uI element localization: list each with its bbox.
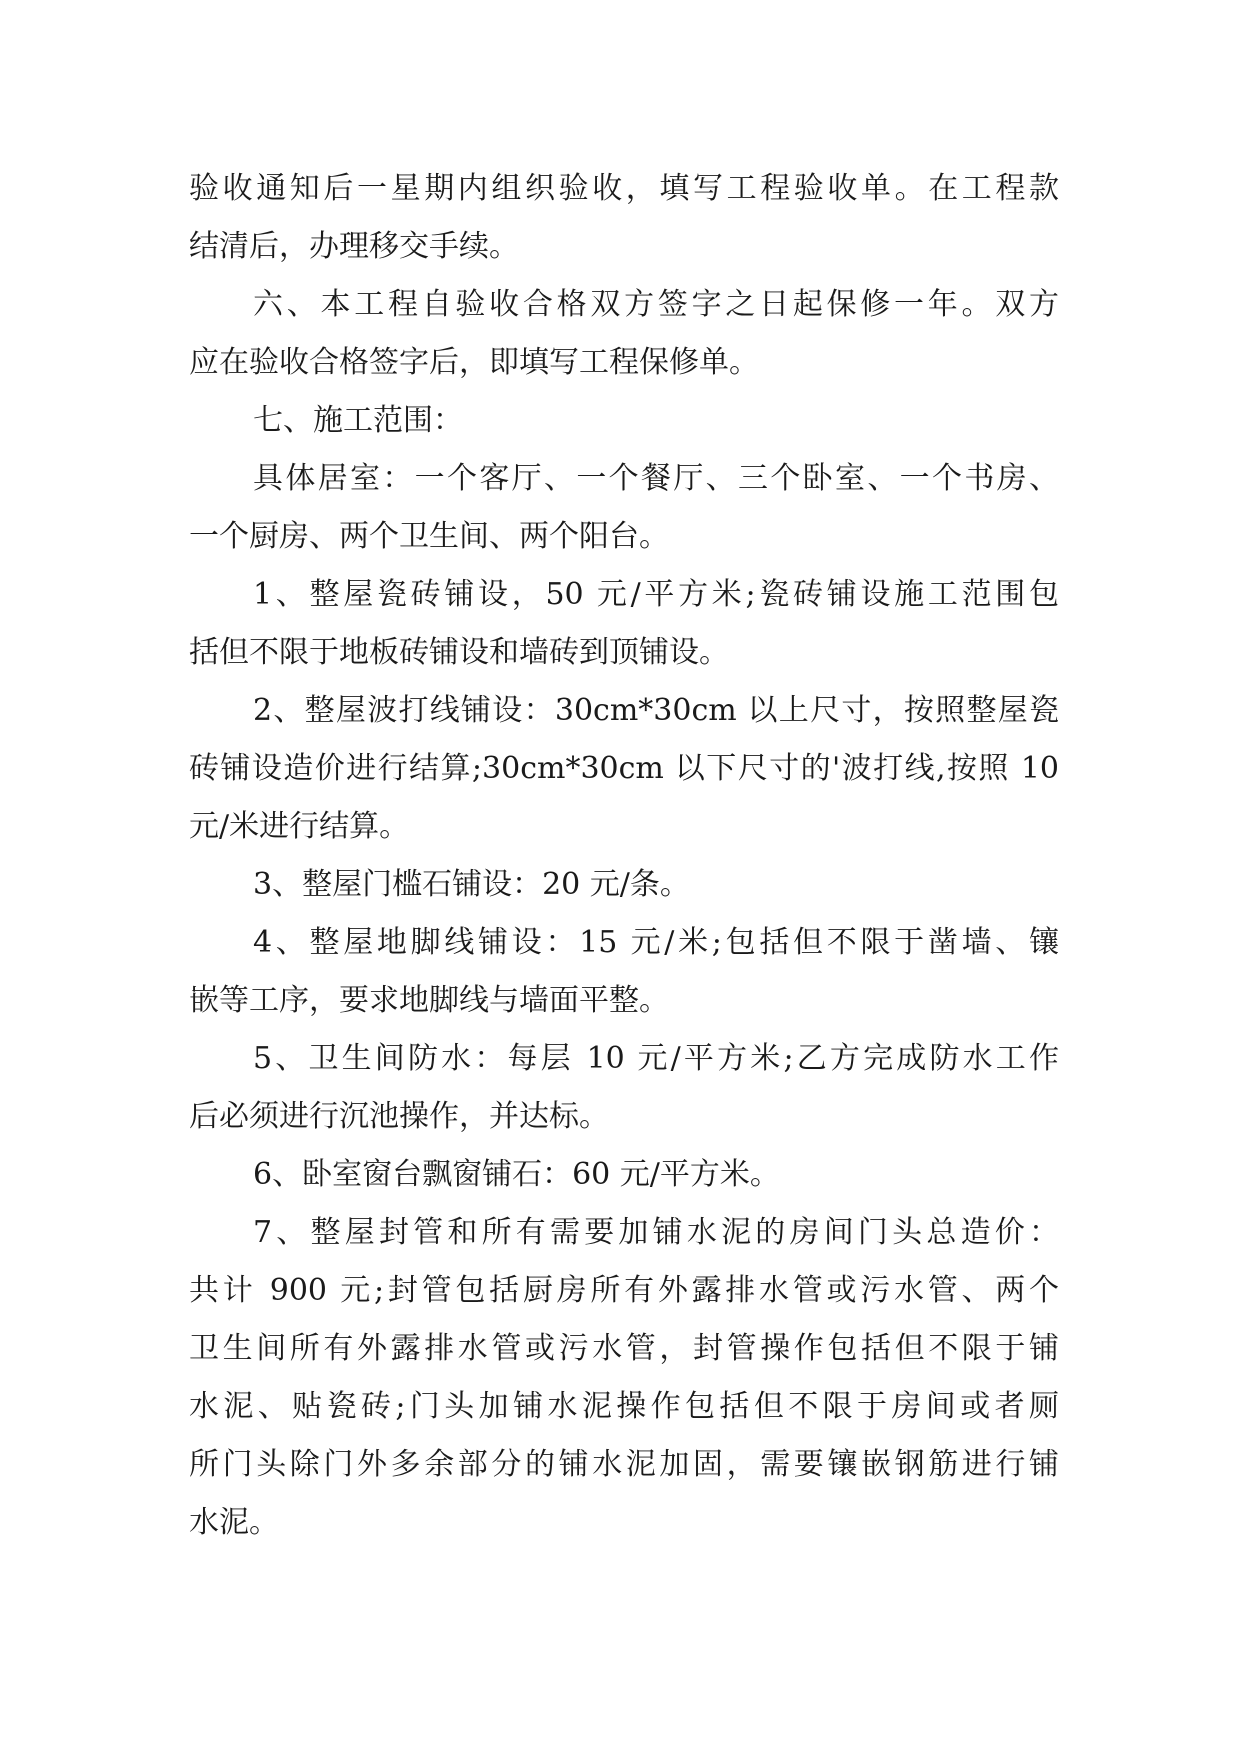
text-line: 嵌等工序，要求地脚线与墙面平整。 bbox=[189, 983, 669, 1018]
text-line: 括但不限于地板砖铺设和墙砖到顶铺设。 bbox=[189, 635, 729, 670]
text-line: 结清后，办理移交手续。 bbox=[189, 229, 519, 264]
text-line: 元/米进行结算。 bbox=[189, 809, 410, 844]
text-line: 5、卫生间防水：每层 10 元/平方米;乙方完成防水工作 bbox=[253, 1041, 1059, 1076]
text-line: 6、卧室窗台飘窗铺石：60 元/平方米。 bbox=[253, 1157, 780, 1192]
text-line: 3、整屋门槛石铺设：20 元/条。 bbox=[253, 867, 690, 902]
text-line: 2、整屋波打线铺设：30cm*30cm 以上尺寸，按照整屋瓷 bbox=[253, 693, 1059, 728]
text-line: 应在验收合格签字后，即填写工程保修单。 bbox=[189, 345, 759, 380]
text-line: 六、本工程自验收合格双方签字之日起保修一年。双方 bbox=[253, 287, 1059, 322]
text-line: 卫生间所有外露排水管或污水管，封管操作包括但不限于铺 bbox=[189, 1331, 1059, 1366]
text-line: 水泥、贴瓷砖;门头加铺水泥操作包括但不限于房间或者厕 bbox=[189, 1389, 1059, 1424]
document-body bbox=[189, 160, 1059, 1552]
text-line: 一个厨房、两个卫生间、两个阳台。 bbox=[189, 519, 669, 554]
text-line: 所门头除门外多余部分的铺水泥加固，需要镶嵌钢筋进行铺 bbox=[189, 1447, 1059, 1482]
text-line: 七、施工范围： bbox=[253, 403, 463, 438]
text-line: 后必须进行沉池操作，并达标。 bbox=[189, 1099, 609, 1134]
text-line: 共计 900 元;封管包括厨房所有外露排水管或污水管、两个 bbox=[189, 1273, 1059, 1308]
text-line: 7、整屋封管和所有需要加铺水泥的房间门头总造价： bbox=[253, 1215, 1059, 1250]
text-line: 水泥。 bbox=[189, 1505, 279, 1540]
text-line: 具体居室：一个客厅、一个餐厅、三个卧室、一个书房、 bbox=[253, 461, 1059, 496]
text-line: 验收通知后一星期内组织验收，填写工程验收单。在工程款 bbox=[189, 171, 1059, 206]
text-line: 4、整屋地脚线铺设：15 元/米;包括但不限于凿墙、镶 bbox=[253, 925, 1059, 960]
text-line: 1、整屋瓷砖铺设，50 元/平方米;瓷砖铺设施工范围包 bbox=[253, 577, 1059, 612]
text-line: 砖铺设造价进行结算;30cm*30cm 以下尺寸的'波打线,按照 10 bbox=[189, 751, 1059, 786]
